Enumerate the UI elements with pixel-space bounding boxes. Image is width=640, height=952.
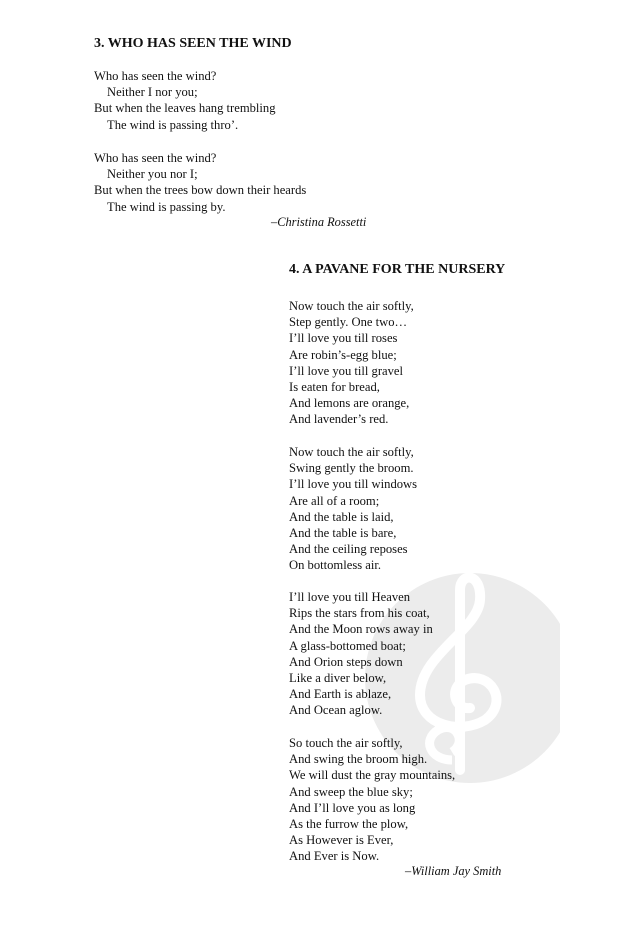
stanza <box>289 589 433 719</box>
poem-line: I’ll love you till gravel <box>289 363 404 378</box>
poem-line: Who has seen the wind? <box>94 151 217 165</box>
poem-line: I’ll love you till windows <box>289 477 418 492</box>
stanza <box>94 68 276 133</box>
poem-line: The wind is passing thro’. <box>107 117 239 132</box>
poem-line: A glass-bottomed boat; <box>289 638 406 653</box>
poem-line: Who has seen the wind? <box>94 69 217 83</box>
stanza <box>289 444 417 574</box>
poem-line: On bottomless air. <box>289 558 381 573</box>
poem-line: And sweep the blue sky; <box>289 784 413 799</box>
poem-line: And Orion steps down <box>289 654 403 669</box>
poem-line: And lavender’s red. <box>289 412 389 427</box>
poem-line: And lemons are orange, <box>289 396 410 411</box>
poem-attribution: –William Jay Smith <box>405 864 502 878</box>
poem-line: As However is Ever, <box>289 833 394 848</box>
poem-line: But when the leaves hang trembling <box>94 101 276 116</box>
poem-line: Like a diver below, <box>289 671 387 686</box>
poem-line: Are robin’s-egg blue; <box>289 347 397 362</box>
poem-line: Is eaten for bread, <box>289 380 380 395</box>
stanza <box>289 298 414 428</box>
poem-line: And Ever is Now. <box>289 849 380 864</box>
poem-line: And I’ll love you as long <box>289 800 416 815</box>
poem-line: And the Moon rows away in <box>289 622 433 637</box>
poem-line: But when the trees bow down their heards <box>94 183 307 198</box>
poem-line: And the ceiling reposes <box>289 542 408 557</box>
poem-line: So touch the air softly, <box>289 736 403 750</box>
poem-line: And the table is laid, <box>289 509 394 524</box>
poem-title: 3. WHO HAS SEEN THE WIND <box>94 36 292 51</box>
poem-line: Now touch the air softly, <box>289 299 414 313</box>
poem-line: I’ll love you till roses <box>289 331 398 346</box>
poem-line: Step gently. One two… <box>289 315 408 330</box>
poem-line: Now touch the air softly, <box>289 445 414 459</box>
poem-attribution: –Christina Rossetti <box>271 215 367 229</box>
poem-line: Are all of a room; <box>289 493 380 508</box>
poem-line: And swing the broom high. <box>289 752 428 767</box>
stanza <box>94 150 306 215</box>
poem-line: And Ocean aglow. <box>289 703 383 718</box>
poem-line: As the furrow the plow, <box>289 817 409 832</box>
poem-line: We will dust the gray mountains, <box>289 768 456 783</box>
poem-line: Swing gently the broom. <box>289 461 414 476</box>
poem-line: Rips the stars from his coat, <box>289 606 430 621</box>
stanza <box>289 735 455 865</box>
poem-title: 4. A PAVANE FOR THE NURSERY <box>289 262 506 277</box>
poem-line: And the table is bare, <box>289 526 397 541</box>
poem-line: I’ll love you till Heaven <box>289 590 411 604</box>
poem-line: Neither I nor you; <box>107 85 198 100</box>
poem-line: Neither you nor I; <box>107 167 198 182</box>
poem-line: And Earth is ablaze, <box>289 687 392 702</box>
poem-line: The wind is passing by. <box>107 199 226 214</box>
